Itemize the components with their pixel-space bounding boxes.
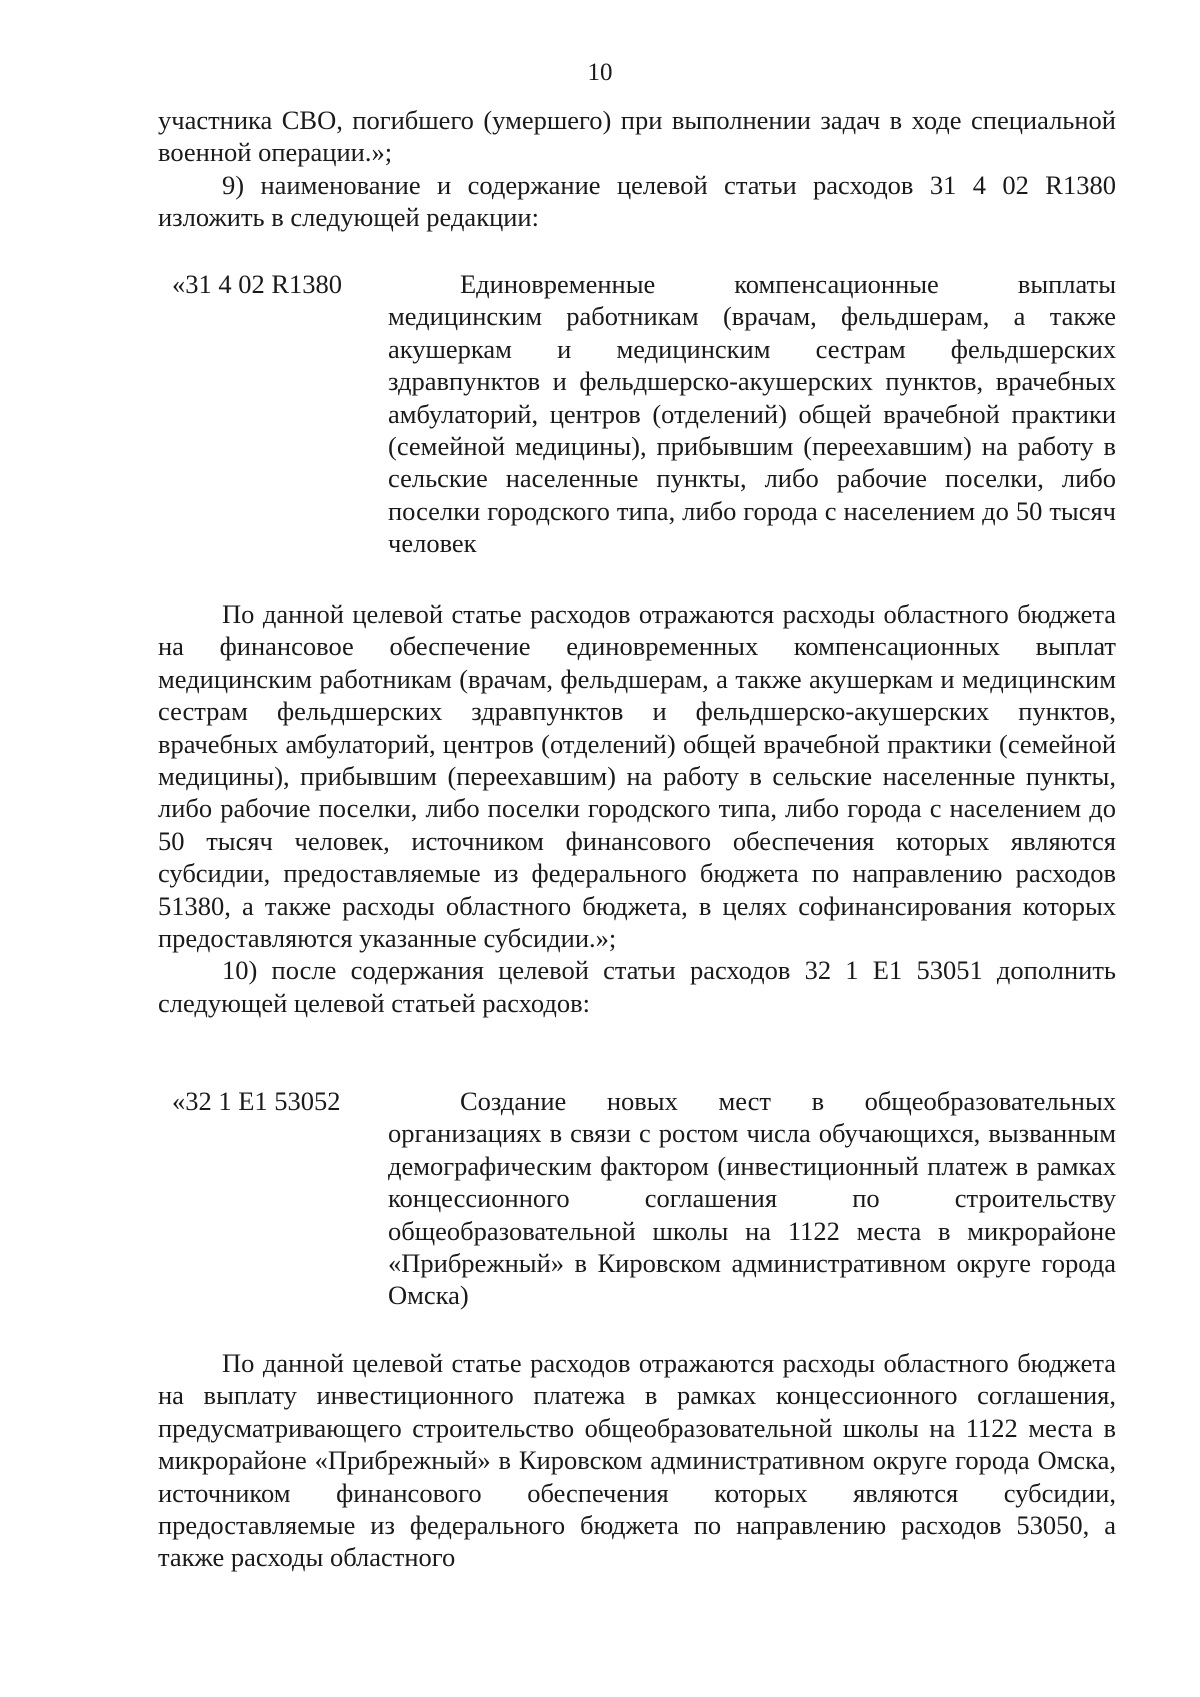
budget-entry-title: Единовременные компенсационные выплаты медицинским работникам (врачам, фельдшерам, а также акушеркам и медицинским сестрам фельдшерских здравпунктов и фельдшерско-акушерских пунктов, врачебных амбулаторий, центров (отделений) общей врачебной практики (семейной медицины), прибывшим (переехавшим) на работу в сельские населенные пункты, либо рабочие поселки, либо поселки городского типа, либо города с населением до 50 тысяч человек	[388, 269, 1116, 559]
page-number: 10	[587, 59, 613, 86]
budget-code: «31 4 02 R1380	[172, 269, 343, 299]
paragraph-svo-continuation: участника СВО, погибшего (умершего) при выполнении задач в ходе специальной военной операции.»;	[158, 105, 1116, 168]
budget-entry-title: Создание новых мест в общеобразовательных организациях в связи с ростом числа обучающихся, вызванным демографическим фактором (инвестиционный платеж в рамках концессионного соглашения по строительству общеобразовательной школы на 1122 места в микрорайоне «Прибрежный» в Кировском административном округе города Омска)	[388, 1086, 1116, 1311]
text-block-description-2	[158, 1347, 1116, 1574]
budget-code: «32 1 E1 53052	[172, 1086, 341, 1116]
text-block-description-1	[158, 598, 1116, 1019]
paragraph-description-r1380: По данной целевой статье расходов отражаются расходы областного бюджета на финансовое обеспечение единовременных компенсационных выплат медицинским работникам (врачам, фельдшерам, а также акушеркам и медицинским сестрам фельдшерских здравпунктов и фельдшерско-акушерских пунктов, врачебных амбулаторий, центров (отделений) общей врачебной практики (семейной медицины), прибывшим (переехавшим) на работу в сельские населенные пункты, либо рабочие поселки, либо поселки городского типа, либо города с населением до 50 тысяч человек, источником финансового обеспечения которых являются субсидии, предоставляемые из федерального бюджета по направлению расходов 51380, а также расходы областного бюджета, в целях софинансирования которых предоставляются указанные субсидии.»;	[158, 599, 1116, 954]
text-block-intro	[158, 104, 1116, 234]
paragraph-item-9: 9) наименование и содержание целевой статьи расходов 31 4 02 R1380 изложить в следующей редакции:	[158, 169, 1116, 233]
paragraph-description-53052: По данной целевой статье расходов отражаются расходы областного бюджета на выплату инвестиционного платежа в рамках концессионного соглашения, предусматривающего строительство общеобразовательной школы на 1122 места в микрорайоне «Прибрежный» в Кировском административном округе города Омска, источником финансового обеспечения которых являются субсидии, предоставляемые из федерального бюджета по направлению расходов 53050, а также расходы областного	[158, 1348, 1116, 1573]
paragraph-item-10: 10) после содержания целевой статьи расходов 32 1 E1 53051 дополнить следующей целевой статьей расходов:	[158, 955, 1116, 1018]
